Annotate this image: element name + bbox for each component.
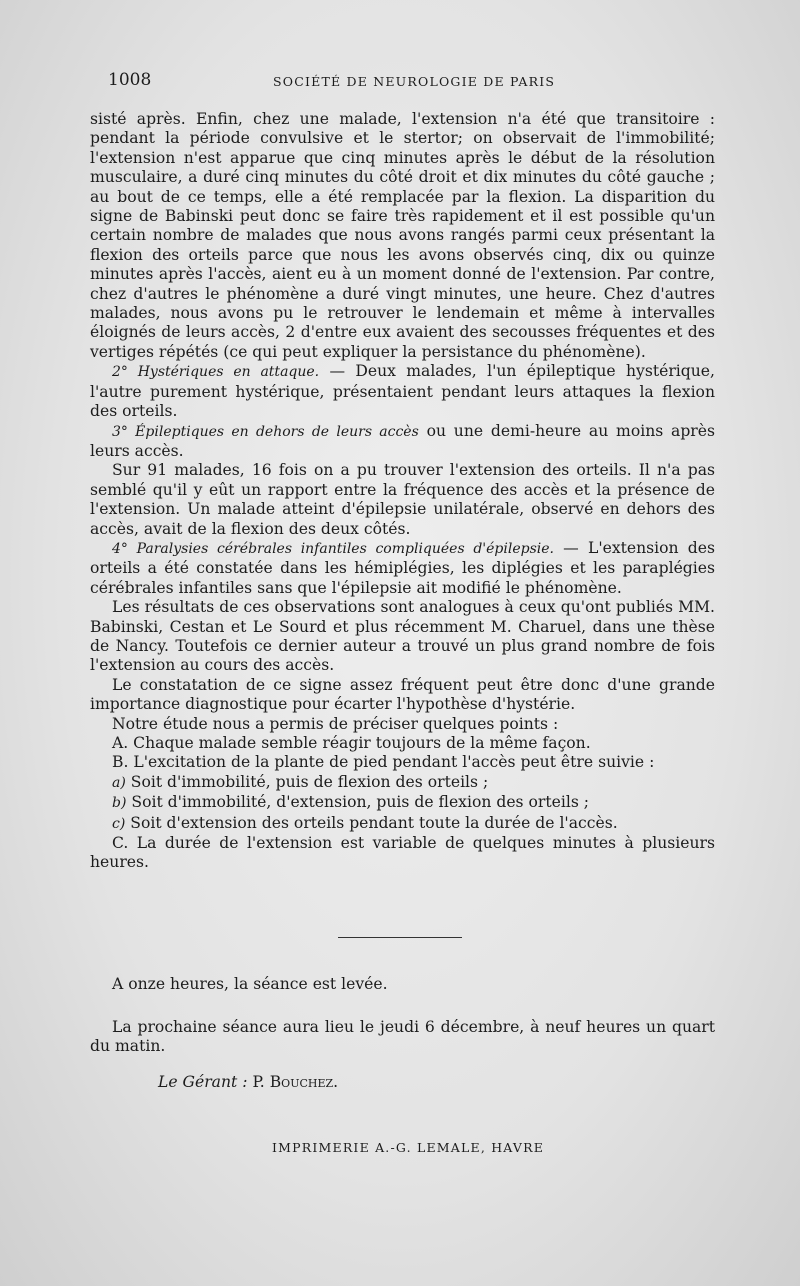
page-number: 1008: [108, 70, 152, 90]
paragraph-text: — L'extension des orteils a été constatée dans les hémiplégies, les diplégies et les paraplégies cérébrales infantiles sans que l'épilepsie ait modifié le phénomène.: [90, 538, 715, 597]
paragraph: A onze heures, la séance est levée.: [112, 975, 388, 993]
paragraph: Le constatation de ce signe assez fréquent peut être donc d'une grande importance diagnostique pour écarter l'hypothèse d'hystérie.: [90, 675, 715, 714]
paragraph: [90, 362, 715, 421]
paragraph-text: ou une demi-heure au moins après leurs accès.: [90, 421, 715, 460]
paragraph: sisté après. Enfin, chez une malade, l'extension n'a été que transitoire : pendant la période convulsive et le stertor; on observait de l'immobilité; l'extension n'est apparue que cinq minutes après le début de la résolution musculaire, a duré cinq minutes du côté droit et dix minutes du côté gauche ; au bout de ce temps, elle a été remplacée par la flexion. La disparition du signe de Babinski peut donc se faire très rapidement et il est possible qu'un certain nombre de malades que nous avons rangés parmi ceux présentant la flexion des orteils parce que nous les avons observés cinq, dix ou quinze minutes après l'accès, aient eu à un moment donné de l'extension. Par contre, chez d'autres le phénomène a duré vingt minutes, une heure. Chez d'autres malades, nous avons pu le retrouver le lendemain et même à intervalles éloignés de leurs accès, 2 d'entre eux avaient des secousses fréquentes et des vertiges répétés (ce qui peut expliquer la persistance du phénomène).: [90, 110, 715, 361]
list-item-text: Soit d'extension des orteils pendant toute la durée de l'accès.: [125, 813, 618, 832]
paragraph: Notre étude nous a permis de préciser quelques points :: [112, 714, 559, 733]
paragraph-text: — Deux malades, l'un épileptique hystérique, l'autre purement hystérique, présentaient pendant leurs attaques la flexion des orteils.: [90, 362, 715, 421]
closing-prochaine: [90, 1018, 715, 1057]
list-item: B. L'excitation de la plante de pied pendant l'accès peut être suivie :: [112, 753, 655, 772]
paragraph: [90, 539, 715, 598]
list-item: [90, 793, 715, 813]
list-marker: a): [112, 774, 126, 791]
list-item-text: Soit d'immobilité, d'extension, puis de flexion des orteils ;: [126, 793, 590, 812]
list-marker: b): [112, 795, 127, 812]
gerant-name: P. Bouchez.: [252, 1073, 339, 1091]
list-item: C. La durée de l'extension est variable de quelques minutes à plusieurs heures.: [90, 834, 715, 872]
paragraph: Sur 91 malades, 16 fois on a pu trouver l'extension des orteils. Il n'a pas semblé qu'il y eût un rapport entre la fréquence des accès et la présence de l'extension. Un malade atteint d'épilepsie unilatérale, observé en dehors des accès, avait de la flexion des deux côtés.: [90, 461, 715, 538]
article-body: [90, 110, 715, 873]
list-item: [90, 773, 715, 793]
paragraph: Les résultats de ces observations sont analogues à ceux qu'ont publiés MM. Babinski, Cestan et Le Sourd et plus récemment M. Charuel, dans une thèse de Nancy. Toutefois ce dernier auteur a trouvé un plus grand nombre de fois l'extension au cours des accès.: [90, 598, 715, 675]
gerant-label: Le Gérant :: [158, 1073, 248, 1091]
list-item-text: Soit d'immobilité, puis de flexion des orteils ;: [125, 772, 489, 791]
list-item: A. Chaque malade semble réagir toujours de la même façon.: [112, 734, 591, 752]
list-marker: c): [112, 815, 126, 832]
section-divider: [338, 937, 462, 938]
running-title: SOCIÉTÉ DE NEUROLOGIE DE PARIS: [273, 74, 556, 89]
paragraph: [90, 422, 715, 462]
section-heading: 2° Hystériques en attaque.: [112, 364, 320, 381]
closing-levee: [90, 975, 715, 994]
page-header: [108, 70, 718, 96]
paragraph: La prochaine séance aura lieu le jeudi 6 décembre, à neuf heures un quart du matin.: [90, 1018, 715, 1056]
printer-imprint: IMPRIMERIE A.-G. LEMALE, HAVRE: [272, 1140, 545, 1155]
section-heading: 3° Épileptiques en dehors de leurs accès: [112, 423, 419, 440]
signature-line: [158, 1073, 338, 1091]
section-heading: 4° Paralysies cérébrales infantiles compliquées d'épilepsie.: [112, 540, 554, 557]
list-item: [90, 814, 715, 834]
